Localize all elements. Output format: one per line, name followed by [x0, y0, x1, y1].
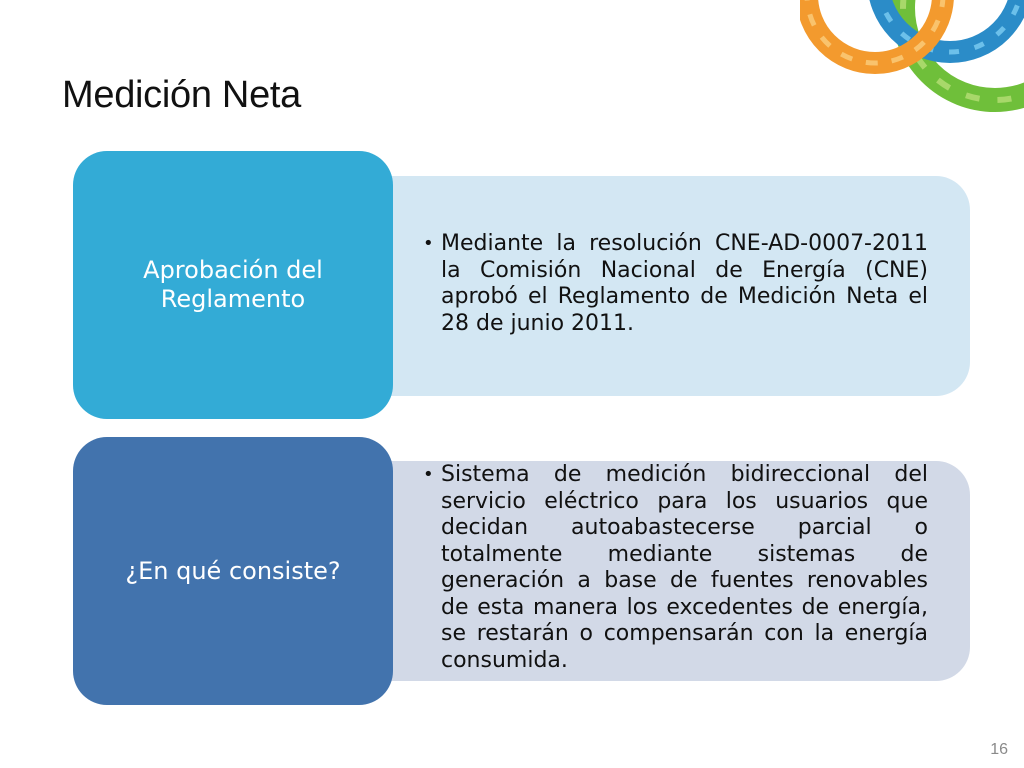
key-box-approval [73, 151, 393, 419]
bullet-dot-icon: • [423, 233, 434, 254]
bullet-dot-icon: • [423, 464, 434, 485]
key-label-definition: ¿En qué consiste? [125, 556, 341, 585]
bullet-list-definition [423, 462, 928, 674]
key-label-approval: Aprobación del Reglamento [143, 256, 323, 313]
list-item [423, 231, 928, 337]
bullet-text-approval: Mediante la resolución CNE-AD-0007-2011 la Comisión Nacional de Energía (CNE) aprobó el Reglamento de Medición Neta el 28 de junio 2011. [441, 231, 928, 336]
bullet-text-definition: Sistema de medición bidireccional del servicio eléctrico para los usuarios que decidan autoabastecerse parcial o totalmente mediante sistemas de generación a base de fuentes renovables de esta manera los excedentes de energía, se restarán o compensarán con la energía consumida. [441, 462, 928, 673]
bullet-list-approval [423, 231, 928, 337]
key-box-definition [73, 437, 393, 705]
page-number: 16 [990, 741, 1008, 758]
slide-title: Medición Neta [62, 74, 301, 116]
decorative-rings-logo [800, 0, 1024, 180]
list-item [423, 462, 928, 674]
